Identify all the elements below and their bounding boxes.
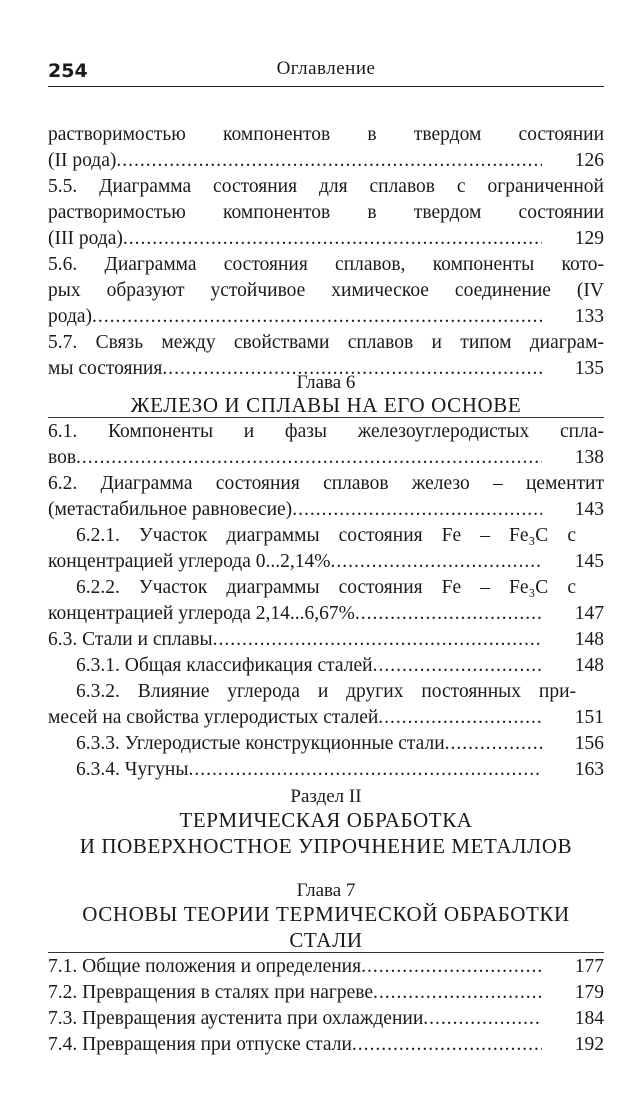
toc-line: растворимостью компонентов в твердом состоянии [48, 202, 604, 223]
toc-page: 177 [574, 956, 604, 977]
toc-entry: мы состояния ..... 135 [48, 356, 604, 382]
toc-page: 138 [574, 447, 604, 468]
toc-page: 156 [574, 733, 604, 754]
toc-entry: вов ..... 138 [48, 445, 604, 471]
toc-entry: 7.3. Превращения аустенита при охлаждении ..... 184 [48, 1006, 604, 1032]
toc-page: 143 [574, 499, 604, 520]
toc-line: 6.2.1. Участок диаграммы состояния Fe – Fe₃C с [76, 525, 576, 546]
toc-line: 6.1. Компоненты и фазы железоуглеродистых спла- [48, 421, 604, 442]
chapter-label: Глава 6 [296, 372, 356, 393]
chapter-title: ЖЕЛЕЗО И СПЛАВЫ НА ЕГО ОСНОВЕ [130, 393, 522, 417]
toc-page: 179 [574, 982, 604, 1003]
toc-block-chapter5 [48, 122, 604, 382]
toc-line: растворимостью компонентов в твердом состоянии [48, 124, 604, 145]
toc-entry: концентрацией углерода 2,14...6,67% ..... 147 [48, 601, 604, 627]
section-title-line1: ТЕРМИЧЕСКАЯ ОБРАБОТКА [179, 808, 473, 832]
toc-line: 6.2.2. Участок диаграммы состояния Fe – Fe₃C с [76, 577, 576, 598]
toc-line: 5.7. Связь между свойствами сплавов и типом диаграм- [48, 332, 604, 353]
toc-page: 148 [574, 655, 604, 676]
toc-page: 147 [574, 603, 604, 624]
toc-entry: 7.4. Превращения при отпуске стали ..... 192 [48, 1032, 604, 1058]
toc-block-chapter7 [48, 954, 604, 1058]
toc-entry: рода) ..... 133 [48, 304, 604, 330]
toc-page: 135 [574, 358, 604, 379]
toc-line: 6.3.2. Влияние углерода и других постоянных при- [76, 681, 576, 702]
section-label: Раздел II [290, 786, 362, 807]
page-header [48, 58, 604, 87]
toc-page: 126 [574, 150, 604, 171]
toc-page: 163 [574, 759, 604, 780]
toc-entry: 7.1. Общие положения и определения ..... 177 [48, 954, 604, 980]
page-number: 254 [48, 60, 88, 82]
toc-entry: 6.3.4. Чугуны ..... 163 [48, 757, 604, 783]
chapter-label: Глава 7 [296, 880, 356, 901]
divider [48, 952, 604, 953]
toc-entry: (III рода) ..... 129 [48, 226, 604, 252]
toc-page: 192 [574, 1034, 604, 1055]
toc-line: рых образуют устойчивое химическое соединение (IV [48, 280, 604, 301]
section-title-line2: И ПОВЕРХНОСТНОЕ УПРОЧНЕНИЕ МЕТАЛЛОВ [79, 834, 573, 858]
toc-entry: (метастабильное равновесие) ..... 143 [48, 497, 604, 523]
toc-entry: 6.3.3. Углеродистые конструкционные стали ..... 156 [48, 731, 604, 757]
toc-entry: месей на свойства углеродистых сталей ..... 151 [48, 705, 604, 731]
divider [48, 417, 604, 418]
toc-page: 145 [574, 551, 604, 572]
toc-entry: (II рода) ..... 126 [48, 148, 604, 174]
toc-line: 5.6. Диаграмма состояния сплавов, компоненты кото- [48, 254, 604, 275]
toc-entry: 6.3. Стали и сплавы ..... 148 [48, 627, 604, 653]
toc-page: 148 [574, 629, 604, 650]
chapter-title-line1: ОСНОВЫ ТЕОРИИ ТЕРМИЧЕСКОЙ ОБРАБОТКИ [82, 902, 570, 926]
toc-entry: 6.3.1. Общая классификация сталей ..... 148 [48, 653, 604, 679]
chapter-title-line2: СТАЛИ [289, 928, 363, 952]
toc-entry: 7.2. Превращения в сталях при нагреве ..... 179 [48, 980, 604, 1006]
toc-page: 184 [574, 1008, 604, 1029]
toc-line: 6.2. Диаграмма состояния сплавов железо – цементит [48, 473, 604, 494]
toc-entry: концентрацией углерода 0...2,14% ..... 145 [48, 549, 604, 575]
toc-page: 133 [574, 306, 604, 327]
toc-block-chapter6 [48, 419, 604, 783]
toc-page: 151 [574, 707, 604, 728]
toc-line: 5.5. Диаграмма состояния для сплавов с ограниченной [48, 176, 604, 197]
toc-page: 129 [574, 228, 604, 249]
running-head: Оглавление [276, 58, 376, 79]
